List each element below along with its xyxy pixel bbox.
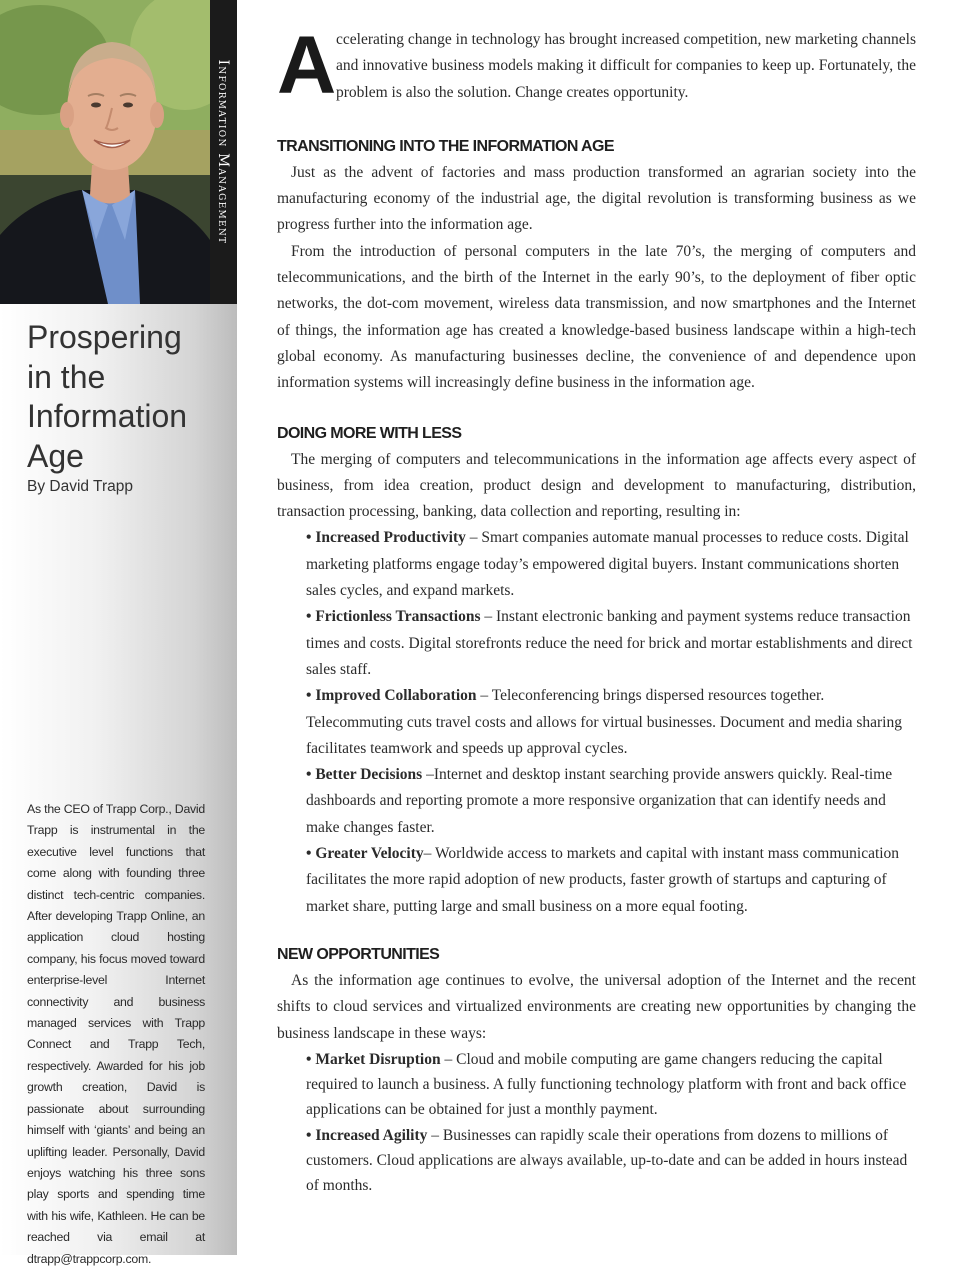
bullet-separator: – (440, 1050, 457, 1068)
paragraph: From the introduction of personal computers in the late 70’s, the merging of computers and telecommunications, and the birth of the Internet in the early 90’s, to the deployment of fiber optic networks, the dot-com movement, wireless data transmission, and now smartphones and the Internet of things, the information age has created a knowledge-based business landscape within a high-tech global economy. As manufacturing businesses decline, the convenience of and dependence upon information systems will increasingly define business in the information age. (277, 242, 916, 392)
paragraph: Just as the advent of factories and mass production transformed an agrarian society into the manufacturing economy of the industrial age, the digital revolution is transforming business as we progress further into the information age. (277, 163, 916, 234)
bullet-icon: • (306, 529, 312, 547)
section-label-bar (210, 0, 237, 304)
benefits-list (277, 525, 916, 919)
bullet-term: Better Decisions (315, 766, 423, 784)
bullet-separator: – (480, 608, 496, 626)
section-heading: DOING MORE WITH LESS (277, 424, 462, 442)
paragraph: As the information age continues to evolve, the universal adoption of the Internet and the recent shifts to cloud services and virtualized environments are creating new opportunities by changing the business landscape in these ways: (277, 971, 916, 1042)
bullet-text: Smart companies automate manual processes to reduce costs. Digital marketing platforms engage today’s empowered digital buyers. Instant communications shorten sales cycles, and expand markets. (306, 529, 909, 600)
list-item (306, 525, 916, 604)
bullet-term: Market Disruption (315, 1050, 441, 1068)
bullet-separator: – (476, 687, 492, 705)
bullet-separator: – (427, 1126, 443, 1144)
bullet-text: Businesses can rapidly scale their operations from dozens to millions of customers. Cloud applications are always available, up-to-date and can be added in hours instead of months. (306, 1126, 908, 1195)
byline: By David Trapp (27, 478, 133, 495)
list-item (306, 841, 916, 920)
sidebar (0, 0, 237, 1266)
article-title-line: in the (27, 358, 106, 395)
bullet-separator: – (423, 845, 435, 863)
paragraph: The merging of computers and telecommunications in the information age affects every aspect of business, from idea creation, product design and development to manufacturing, distribution, transaction processing, banking, data collection and reporting, resulting in: (277, 450, 916, 521)
section-label: Information Management (215, 59, 231, 245)
drop-cap: A (277, 20, 337, 111)
article-body (277, 20, 916, 1199)
article-title-line: Information (27, 398, 188, 434)
bullet-icon: • (306, 766, 312, 784)
bullet-text: Internet and desktop instant searching provide answers quickly. Real-time dashboards and reporting promote a more responsive organization that can identify needs and make changes faster. (306, 766, 893, 836)
bullet-text: Cloud and mobile computing are game changers reducing the capital required to launch a business. A fully functioning technology platform with front and back office applications can be obtained for just a monthly payment. (306, 1050, 907, 1119)
author-photo (0, 0, 210, 304)
bullet-icon: • (306, 687, 312, 705)
list-item (306, 683, 916, 762)
bullet-term: Frictionless Transactions (315, 608, 481, 626)
opportunities-list (277, 1047, 916, 1199)
list-item (306, 604, 916, 683)
bullet-icon: • (306, 1050, 312, 1068)
list-item (306, 1123, 916, 1199)
bullet-text: Teleconferencing brings dispersed resources together. Telecommuting cuts travel costs and allows for virtual businesses. Document and media sharing facilitates teamwork and speeds up approval cycles. (306, 687, 902, 757)
intro-paragraph (277, 20, 916, 111)
article-title (27, 318, 227, 476)
bullet-separator: – (422, 766, 434, 784)
bullet-term: Increased Agility (315, 1126, 428, 1144)
bullet-icon: • (306, 608, 312, 626)
list-item (306, 1047, 916, 1123)
bullet-separator: – (465, 529, 482, 547)
author-bio: As the CEO of Trapp Corp., David Trapp is instrumental in the executive level functions that come along with founding three distinct tech-centric companies. After developing Trapp Online, an application cloud hosting company, his focus moved toward enterprise-level Internet connectivity and business managed services with Trapp Connect and Trapp Tech, respectively. Awarded for his job growth creation, David is passionate about surrounding himself with ‘giants’ and being an uplifting leader. Personally, David enjoys watching his three sons play sports and spending time with his wife, Kathleen. He can be reached via email at dtrapp@trappcorp.com. (27, 802, 205, 1266)
bullet-term: Improved Collaboration (315, 687, 477, 705)
bullet-text: Worldwide access to markets and capital with instant mass communication facilitates the more rapid adoption of new products, faster growth of startups and capturing of market share, putting large and small business on a more equal footing. (306, 845, 900, 915)
article-title-line: Prospering (27, 319, 182, 355)
article-title-line: Age (27, 437, 84, 474)
bullet-icon: • (306, 845, 312, 863)
section-heading: TRANSITIONING INTO THE INFORMATION AGE (277, 137, 614, 155)
section-heading: NEW OPPORTUNITIES (277, 945, 440, 963)
bullet-icon: • (306, 1126, 312, 1144)
bullet-text: Instant electronic banking and payment systems reduce transaction times and costs. Digital storefronts reduce the need for brick and mortar establishments and direct sales staff. (306, 608, 913, 678)
list-item (306, 762, 916, 841)
bullet-term: Increased Productivity (315, 529, 466, 547)
intro-text: ccelerating change in technology has brought increased competition, new marketing channels and innovative business models making it difficult for companies to keep up. Fortunately, the problem is also the solution. Change creates opportunity. (336, 31, 916, 101)
bullet-term: Greater Velocity (315, 845, 424, 863)
